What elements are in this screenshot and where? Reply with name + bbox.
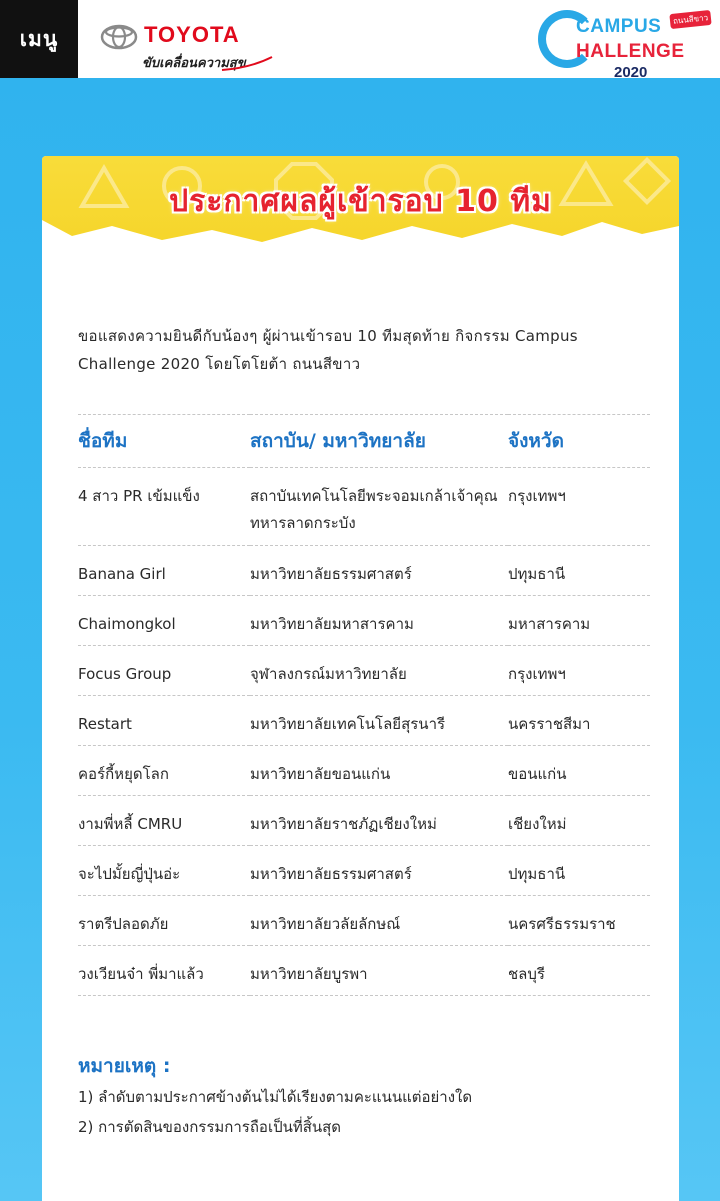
column-header-province: จังหวัด — [508, 415, 650, 468]
institution-name: สถาบันเทคโนโลยีพระจอมเกล้าเจ้าคุณทหารลาดกระบัง — [250, 468, 508, 546]
table-row — [78, 468, 650, 546]
announcement-title: ประกาศผลผู้เข้ารอบ 10 ทีม — [169, 184, 552, 219]
column-header-institution: สถาบัน/ มหาวิทยาลัย — [250, 415, 508, 468]
intro-text: ขอแสดงความยินดีกับน้องๆ ผู้ผ่านเข้ารอบ 10 ทีมสุดท้าย กิจกรรม Campus Challenge 2020 โดยโตโยต้า ถนนสีขาว — [78, 327, 578, 373]
province-name: มหาสารคาม — [508, 596, 650, 646]
menu-label: เมนู — [19, 26, 59, 51]
team-name: จะไปมั้ยญี่ปุ่นอ่ะ — [78, 846, 250, 896]
province-name: กรุงเทพฯ — [508, 646, 650, 696]
column-header-team: ชื่อทีม — [78, 415, 250, 468]
table-row — [78, 546, 650, 596]
note-item: 1) ลำดับตามประกาศข้างต้นไม่ได้เรียงตามคะแนนแต่อย่างใด — [78, 1088, 473, 1106]
province-name: กรุงเทพฯ — [508, 468, 650, 546]
province-name: ชลบุรี — [508, 946, 650, 996]
team-name: คอร์กี้หยุดโลก — [78, 746, 250, 796]
institution-name: มหาวิทยาลัยราชภัฏเชียงใหม่ — [250, 796, 508, 846]
brand-tagline: ขับเคลื่อนความสุข — [142, 56, 246, 71]
results-table — [78, 414, 650, 996]
campus-logo-badge: ถนนสีขาว — [669, 10, 711, 29]
campus-challenge-logo[interactable] — [536, 8, 712, 86]
table-row — [78, 946, 650, 996]
team-name: วงเวียนจ๋า พี่มาแล้ว — [78, 946, 250, 996]
top-header — [0, 0, 720, 81]
province-name: ปทุมธานี — [508, 546, 650, 596]
team-name: ราตรีปลอดภัย — [78, 896, 250, 946]
team-name: Banana Girl — [78, 546, 250, 596]
institution-name: จุฬาลงกรณ์มหาวิทยาลัย — [250, 646, 508, 696]
institution-name: มหาวิทยาลัยขอนแก่น — [250, 746, 508, 796]
team-name: Restart — [78, 696, 250, 746]
note-item: 2) การตัดสินของกรรมการถือเป็นที่สิ้นสุด — [78, 1118, 342, 1136]
province-name: นครราชสีมา — [508, 696, 650, 746]
team-name: Focus Group — [78, 646, 250, 696]
table-header-row — [78, 415, 650, 468]
team-name: Chaimongkol — [78, 596, 250, 646]
campus-logo-line2: HALLENGE — [576, 41, 685, 62]
province-name: เชียงใหม่ — [508, 796, 650, 846]
menu-button[interactable] — [0, 0, 78, 78]
team-name: 4 สาว PR เข้มแข็ง — [78, 468, 250, 546]
brand-name: TOYOTA — [144, 22, 240, 47]
toyota-emblem-icon — [100, 24, 138, 50]
notes-list — [78, 1082, 652, 1142]
province-name: ขอนแก่น — [508, 746, 650, 796]
title-banner — [42, 156, 679, 248]
table-row — [78, 646, 650, 696]
institution-name: มหาวิทยาลัยเทคโนโลยีสุรนารี — [250, 696, 508, 746]
table-row — [78, 596, 650, 646]
table-row — [78, 846, 650, 896]
toyota-logo[interactable] — [100, 22, 290, 72]
institution-name: มหาวิทยาลัยบูรพา — [250, 946, 508, 996]
table-row — [78, 746, 650, 796]
institution-name: มหาวิทยาลัยธรรมศาสตร์ — [250, 846, 508, 896]
announcement-card — [42, 156, 679, 1201]
swoosh-icon — [220, 56, 274, 72]
institution-name: มหาวิทยาลัยวลัยลักษณ์ — [250, 896, 508, 946]
team-name: งามพี่หลี้ CMRU — [78, 796, 250, 846]
campus-logo-line1: CAMPUS — [576, 16, 662, 37]
table-row — [78, 896, 650, 946]
province-name: ปทุมธานี — [508, 846, 650, 896]
province-name: นครศรีธรรมราช — [508, 896, 650, 946]
notes-title: หมายเหตุ : — [78, 1055, 171, 1077]
campus-logo-year: 2020 — [614, 64, 648, 81]
table-row — [78, 796, 650, 846]
table-row — [78, 696, 650, 746]
institution-name: มหาวิทยาลัยมหาสารคาม — [250, 596, 508, 646]
institution-name: มหาวิทยาลัยธรรมศาสตร์ — [250, 546, 508, 596]
